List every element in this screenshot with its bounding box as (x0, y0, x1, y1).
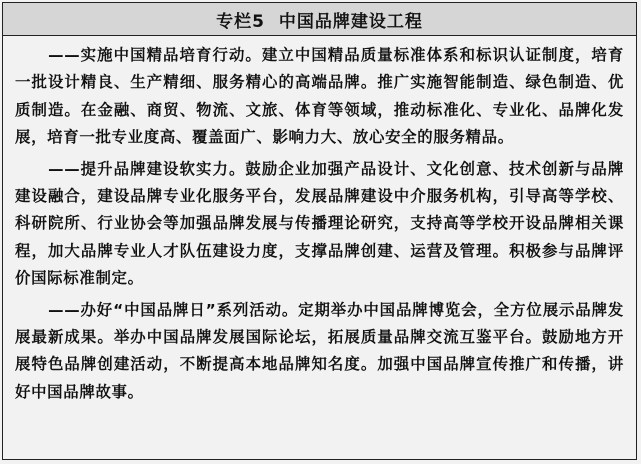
paragraph-quality-brand-cultivation: ——实施中国精品培育行动。建立中国精品质量标准体系和标识认证制度，培育一批设计精良、生产精细、服务精心的高端品牌。推广实施智能制造、绿色制造、优质制造。在金融、商贸、物流、文旅、体育等领域，推动标准化、专业化、品牌化发展，培育一批专业度高、覆盖面广、影响力大、放心安全的服务精品。 (15, 46, 624, 147)
feature-box-header (3, 3, 636, 36)
feature-box-body (3, 36, 636, 406)
paragraph-china-brand-day: ——办好“中国品牌日”系列活动。定期举办中国品牌博览会，全方位展示品牌发展最新成果。举办中国品牌发展国际论坛，拓展质量品牌交流互鉴平台。鼓励地方开展特色品牌创建活动，不断提高本地品牌知名度。加强中国品牌宣传推广和传播，讲好中国品牌故事。 (15, 300, 624, 401)
column-label: 专栏5 (216, 11, 265, 32)
feature-box-title (216, 7, 423, 32)
paragraph-brand-soft-power: ——提升品牌建设软实力。鼓励企业加强产品设计、文化创意、技术创新与品牌建设融合，建设品牌专业化服务平台，发展品牌建设中介服务机构，引导高等学校、科研院所、行业协会等加强品牌发展与传播理论研究，支持高等学校开设品牌相关课程，加大品牌专业人才队伍建设力度，支撑品牌创建、运营及管理。积极参与品牌评价国际标准制定。 (15, 159, 624, 288)
project-title: 中国品牌建设工程 (278, 11, 423, 32)
feature-box (2, 2, 637, 460)
